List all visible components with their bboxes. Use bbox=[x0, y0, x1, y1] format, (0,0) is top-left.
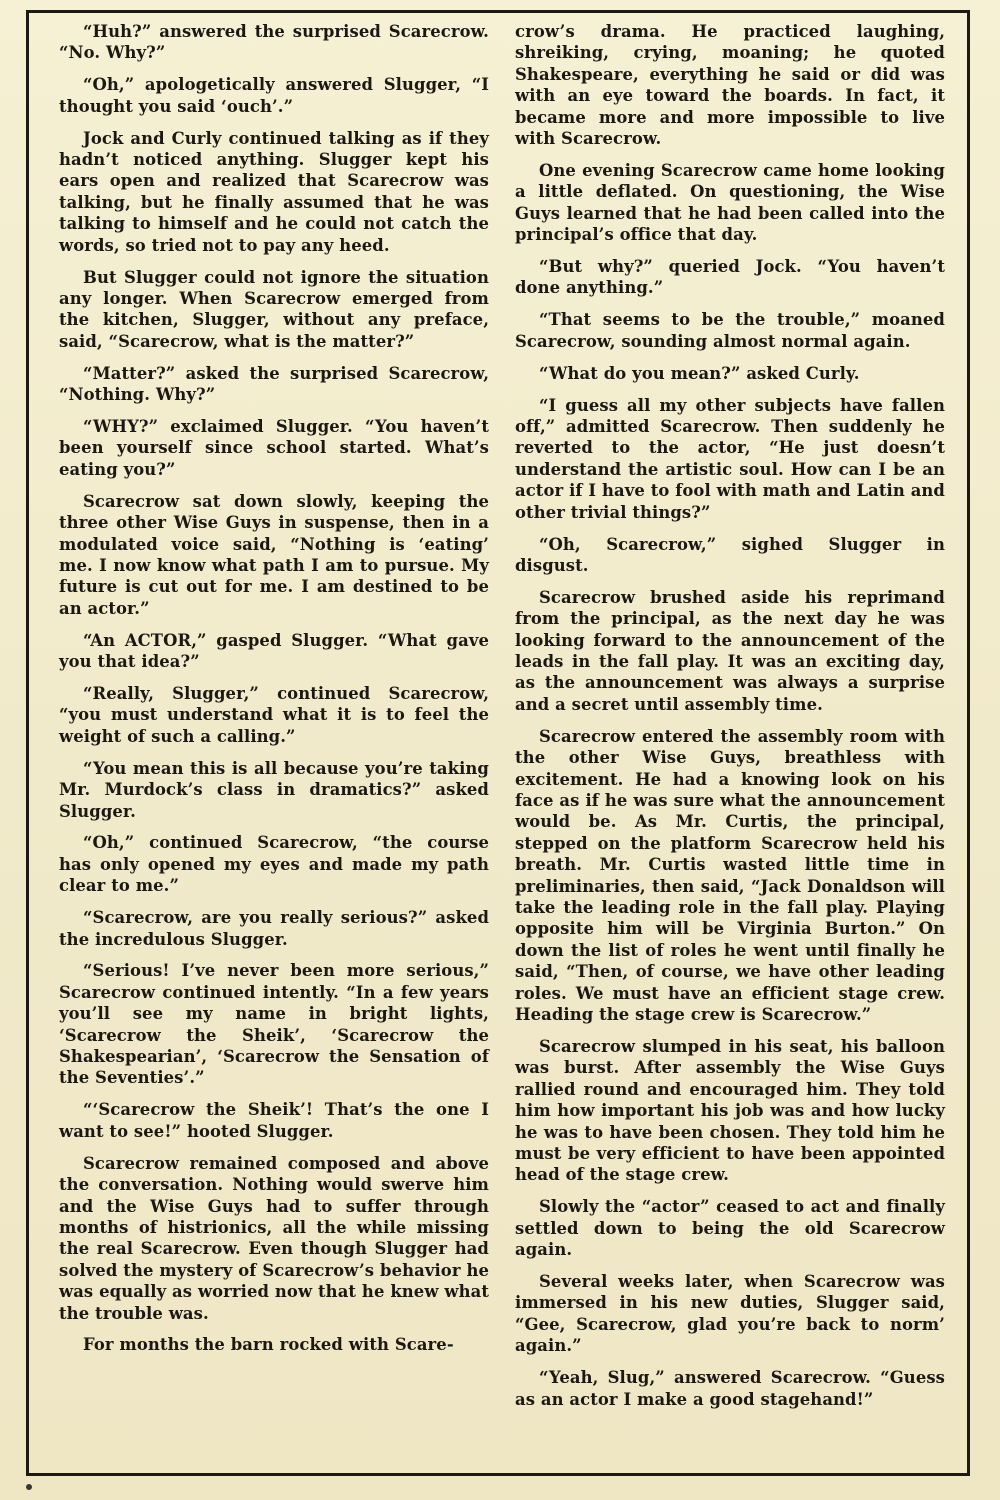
paragraph: Slowly the “actor” ceased to act and finally settled down to being the old Scarecrow again. bbox=[515, 1197, 945, 1260]
paragraph: “Really, Slugger,” continued Scarecrow, “you must understand what it is to feel the weight of such a calling.” bbox=[59, 683, 489, 746]
paragraph: “Oh,” apologetically answered Slugger, “I thought you said ‘ouch’.” bbox=[59, 75, 489, 116]
text-frame bbox=[26, 10, 970, 1476]
paragraph: “That seems to be the trouble,” moaned Scarecrow, sounding almost normal again. bbox=[515, 310, 945, 351]
right-column bbox=[509, 21, 953, 1467]
print-dot bbox=[26, 1484, 32, 1490]
paragraph: “But why?” queried Jock. “You haven’t done anything.” bbox=[515, 257, 945, 298]
paragraph: “Scarecrow, are you really serious?” asked the incredulous Slugger. bbox=[59, 908, 489, 949]
paragraph: Scarecrow brushed aside his reprimand from the principal, as the next day he was looking forward to the announcement of the leads in the fall play. It was an exciting day, as the announcement was always a surprise and a secret until assembly time. bbox=[515, 587, 945, 714]
paragraph: “‘Scarecrow the Sheik’! That’s the one I want to see!” hooted Slugger. bbox=[59, 1100, 489, 1141]
paragraph-continuation: crow’s drama. He practiced laughing, shreiking, crying, moaning; he quoted Shakespeare, everything he said or did was with an eye toward the boards. In fact, it became more and more impossible to live with Scarecrow. bbox=[515, 22, 945, 149]
paragraph: Scarecrow slumped in his seat, his balloon was burst. After assembly the Wise Guys rallied round and encouraged him. They told him how important his job was and how lucky he was to have been chosen. They told him he must be very efficient to have been appointed head of the stage crew. bbox=[515, 1036, 945, 1185]
paragraph: But Slugger could not ignore the situation any longer. When Scarecrow emerged from the kitchen, Slugger, without any preface, said, “Scarecrow, what is the matter?” bbox=[59, 267, 489, 351]
paragraph: Scarecrow remained composed and above the conversation. Nothing would swerve him and the Wise Guys had to suffer through months of histrionics, all the while missing the real Scarecrow. Even though Slugger had solved the mystery of Scarecrow’s behavior he was equally as worried now that he knew what the trouble was. bbox=[59, 1153, 489, 1323]
paragraph: “Matter?” asked the surprised Scarecrow, “Nothing. Why?” bbox=[59, 363, 489, 405]
left-column bbox=[49, 21, 509, 1467]
paragraph: “I guess all my other subjects have fallen off,” admitted Scarecrow. Then suddenly he reverted to the actor, “He just doesn’t understand the artistic soul. How can I be an actor if I have to fool with math and Latin and other trivial things?” bbox=[515, 395, 945, 522]
paragraph: “You mean this is all because you’re taking Mr. Murdock’s class in dramatics?” asked Slugger. bbox=[59, 758, 489, 821]
paragraph: “Oh, Scarecrow,” sighed Slugger in disgust. bbox=[515, 534, 945, 575]
paragraph: Jock and Curly continued talking as if they hadn’t noticed anything. Slugger kept his ears open and realized that Scarecrow was talking, but he finally assumed that he was talking to himself and he could not catch the words, so tried not to pay any heed. bbox=[59, 128, 489, 255]
paragraph: One evening Scarecrow came home looking a little deflated. On questioning, the Wise Guys learned that he had been called into the principal’s office that day. bbox=[515, 160, 945, 245]
paragraph: For months the barn rocked with Scare- bbox=[83, 1335, 454, 1355]
paragraph: “Huh?” answered the surprised Scarecrow. “No. Why?” bbox=[59, 22, 489, 63]
paragraph: “What do you mean?” asked Curly. bbox=[539, 363, 860, 383]
paragraph: “WHY?” exclaimed Slugger. “You haven’t been yourself since school started. What’s eating you?” bbox=[59, 417, 489, 479]
paragraph: “Oh,” continued Scarecrow, “the course has only opened my eyes and made my path clear to me.” bbox=[59, 833, 489, 896]
paragraph: Scarecrow sat down slowly, keeping the three other Wise Guys in suspense, then in a modulated voice said, “Nothing is ‘eating’ me. I now know what path I am to pursue. My future is cut out for me. I am destined to be an actor.” bbox=[59, 491, 489, 618]
paragraph: “Serious! I’ve never been more serious,” Scarecrow continued intently. “In a few years you’ll see my name in bright lights, ‘Scarecrow the Sheik’, ‘Scarecrow the Shakespearian’, ‘Scarecrow the Sensation of the Seventies’.” bbox=[59, 961, 489, 1088]
paragraph: “Yeah, Slug,” answered Scarecrow. “Guess as an actor I make a good stagehand!” bbox=[515, 1368, 945, 1409]
paragraph: Scarecrow entered the assembly room with the other Wise Guys, breathless with excitement. He had a knowing look on his face as if he was sure what the announcement would be. As Mr. Curtis, the principal, stepped on the platform Scarecrow held his breath. Mr. Curtis wasted little time in preliminaries, then said, “Jack Donaldson will take the leading role in the fall play. Playing opposite him will be Virginia Burton.” On down the list of roles he went until finally he said, “Then, of course, we have other leading roles. We must have an efficient stage crew. Heading the stage crew is Scarecrow.” bbox=[515, 726, 945, 1025]
paragraph: “An ACTOR,” gasped Slugger. “What gave you that idea?” bbox=[59, 630, 489, 672]
paragraph: Several weeks later, when Scarecrow was immersed in his new duties, Slugger said, “Gee, Scarecrow, glad you’re back to norm’ again.” bbox=[515, 1272, 945, 1356]
